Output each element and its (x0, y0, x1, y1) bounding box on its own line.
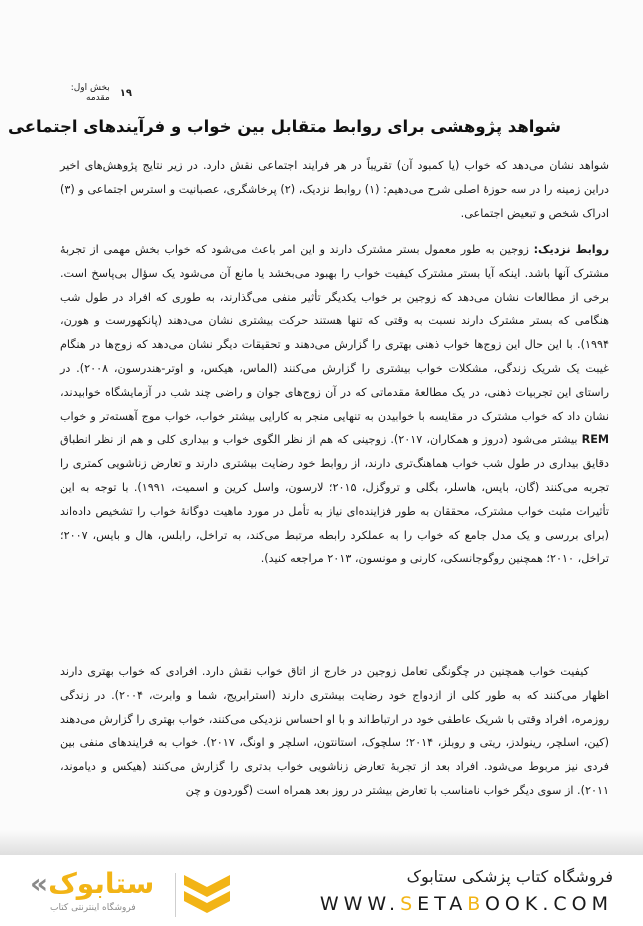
sleep-quality-paragraph (60, 660, 609, 803)
logo-wordmark: «ستابوک (30, 867, 155, 900)
close-relationships-paragraph (60, 238, 609, 571)
store-footer-banner (0, 855, 643, 926)
paragraph-text: کیفیت خواب همچنین در چگونگی تعامل زوجین در خارج از اتاق خواب نقش دارد. افرادی که خواب بهتری دارند اظهار می‌کنند که به طور کلی از ازدواج خود رضایت بیشتری دارند (استرابریج، شما و وابرت، ۲۰۰۴). در زندگی روزمره، افراد وقتی با شریک عاطفی خود در ارتباط‌اند و با او احساس نزدیکی می‌کنند، خواب بهتری را گزارش می‌دهند (کین، اسلچر، رینولدز، ریتی و روبلز، ۲۰۱۴؛ سلچوک، استانتون، اسلچر و اونگ، ۲۰۱۷). خواب به فرایندهای منفی بین فردی نیز مربوط می‌شود. افراد بعد از تجربهٔ تعارض زناشویی خواب بدتری را گزارش می‌کنند (هیکس و دیاموند، ۲۰۱۱). از سوی دیگر خواب نامناسب با تعارض بیشتر در روز بعد همراه است (گوردون و چن (60, 665, 609, 797)
paragraph-text: زوجین به طور معمول بستر مشترک دارند و این امر باعث می‌شود که خواب بخش مهمی از تجربهٔ مشترک آنها باشد. اینکه آیا بستر مشترک کیفیت خواب را بهبود می‌بخشد یا مانع آن می‌شود یک سؤال بی‌پاسخ است. برخی از مطالعات نشان می‌دهد که زوجین بر خواب یکدیگر تأثیر منفی می‌گذارند، به طوری که افراد در طول شب هنگامی که بستر مشترک دارند نسبت به وقتی که تنها هستند حرکت بیشتری نشان می‌دهند (پانکهورست و هورن، ۱۹۹۴). با این حال این زوج‌ها خواب ذهنی بهتری را گزارش می‌دهند و تحقیقات دیگر نشان می‌دهد که زوج‌ها در هنگام غیبت یک شریک زندگی، مشکلات خواب بیشتری را گزارش می‌کنند (الماس، هیکس، و اوتر-هندرسون، ۲۰۰۸). در راستای این تجربیات ذهنی، در یک مطالعهٔ مقدماتی که در آن زوج‌های جوان و راضی چند شب در آزمایشگاه خوابیدند، نشان داد که خواب مشترک در مقایسه با خوابیدن به تنهایی منجر به کارایی بیشتر خواب، خواب موج آهسته‌تر و خواب (60, 243, 609, 423)
running-header (60, 83, 132, 103)
paragraph-lead: روابط نزدیک: (533, 243, 610, 256)
intro-text: شواهد نشان می‌دهد که خواب (یا کمبود آن) تقریباً در هر فرایند اجتماعی نقش دارد. در زیر نتایج پژوهش‌های اخیر دراین زمینه را در سه حوزهٔ اصلی شرح می‌دهیم: (۱) روابط نزدیک، (۲) پرخاشگری، عصبانیت و استرس اجتماعی و (۳) ادراک شخص و تبعیض اجتماعی. (60, 159, 609, 220)
running-title: بخش اول: مقدمه (70, 83, 110, 103)
store-name: فروشگاه کتاب پزشکی ستابوک (406, 867, 613, 886)
intro-paragraph (60, 154, 609, 225)
setabook-logo[interactable] (30, 865, 210, 920)
logo-divider (175, 873, 176, 917)
store-url-link[interactable]: WWW.SETABOOK.COM (319, 893, 613, 915)
paragraph-text-continued: بیشتر می‌شود (دروز و همکاران، ۲۰۱۷). زوجینی که هم از نظر الگوی خواب و بیداری کلی و هم از نظر انطباق دقایق بیداری در طول شب خواب هماهنگ‌تری دارند، از روابط خود رضایت بیشتری دارند و تعارض زناشویی کمتری را تجربه می‌کنند (گان، بایس، هاسلر، بگلی و تروگزل، ۲۰۱۵؛ لارسون، واسل کرین و اسمیت، ۱۹۹۱). با توجه به این تأثیرات مثبت خواب مشترک، محققان به طور فزاینده‌ای نیاز به تأمل در مورد ماهیت دوگانهٔ خواب را تشخیص داده‌اند (برای بررسی و یک مدل جامع که خواب را به عملکرد رابطه مرتبط می‌کند، به تراخل، رابلس، هال و بایس، ۲۰۰۷؛ تراخل، ۲۰۱۰؛ همچنین روگوجانسکی، کارنی و مونسون، ۲۰۱۳ مراجعه کنید). (60, 433, 610, 566)
page-number: ۱۹ (119, 87, 132, 99)
rem-term: REM (581, 433, 609, 447)
section-title: شواهد پژوهشی برای روابط متقابل بین خواب و فرآیندهای اجتماعی (8, 117, 561, 136)
logo-tagline: فروشگاه اینترنتی کتاب (50, 903, 136, 913)
chevron-logo-icon (182, 869, 232, 919)
